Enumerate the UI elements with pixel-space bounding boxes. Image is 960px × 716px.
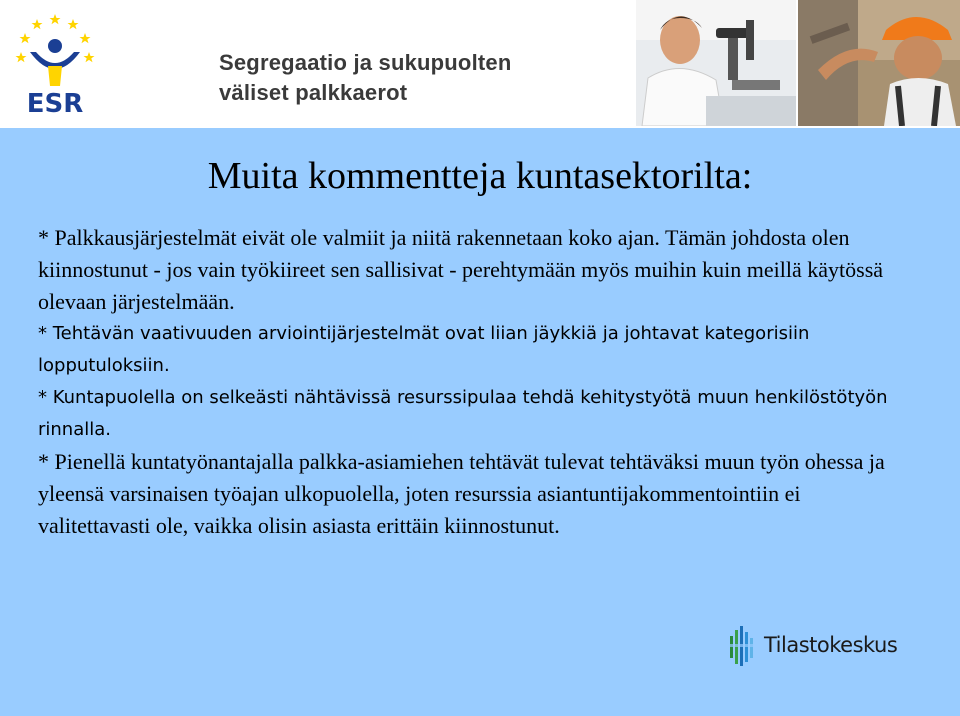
header-title (219, 48, 511, 108)
tilastokeskus-brand: Tilastokeskus (764, 633, 898, 657)
comment-paragraph-2 (38, 318, 918, 382)
header-title-line2: väliset palkkaerot (219, 80, 408, 105)
comment-text-1: * Palkkausjärjestelmät eivät ole valmiit ja niitä rakennetaan koko ajan. Tämän johdosta olen kiinnostunut - jos vain työkiireet sen sallisivat - perehtymään myös muihin kuin meillä käytössä olevaan järjestelmään. (38, 225, 884, 314)
slide-body (38, 222, 918, 542)
comment-paragraph-3 (38, 382, 918, 446)
header-title-line1: Segregaatio ja sukupuolten (219, 50, 512, 75)
esr-logo-text: ESR (26, 89, 84, 119)
tilastokeskus-logo (728, 624, 908, 668)
microscope-lab-photo-icon (636, 0, 796, 126)
slide-heading: Muita kommentteja kuntasektorilta: (207, 155, 753, 197)
bar-stripes-logo-icon (728, 626, 758, 666)
comment-paragraph-4 (38, 446, 918, 542)
comment-text-3: * Kuntapuolella on selkeästi nähtävissä resurssipulaa tehdä kehitystyötä muun henkilöstötyön rinnalla. (38, 387, 888, 440)
comment-paragraph-1 (38, 222, 918, 318)
header-band (0, 0, 960, 128)
comment-text-4: * Pienellä kuntatyönantajalla palkka-asiamiehen tehtävät tulevat tehtäväksi muun työn ohessa ja yleensä varsinaisen työajan ulkopuolella, joten resurssia asiantuntijakommentointiin ei valitettavasti ole, vaikka olisin asiasta erittäin kiinnostunut. (38, 449, 885, 538)
comment-text-2: * Tehtävän vaativuuden arviointijärjestelmät ovat liian jäykkiä ja johtavat kategorisiin lopputuloksiin. (38, 323, 810, 376)
construction-worker-photo-icon (798, 0, 960, 126)
esr-logo-icon (12, 8, 98, 120)
